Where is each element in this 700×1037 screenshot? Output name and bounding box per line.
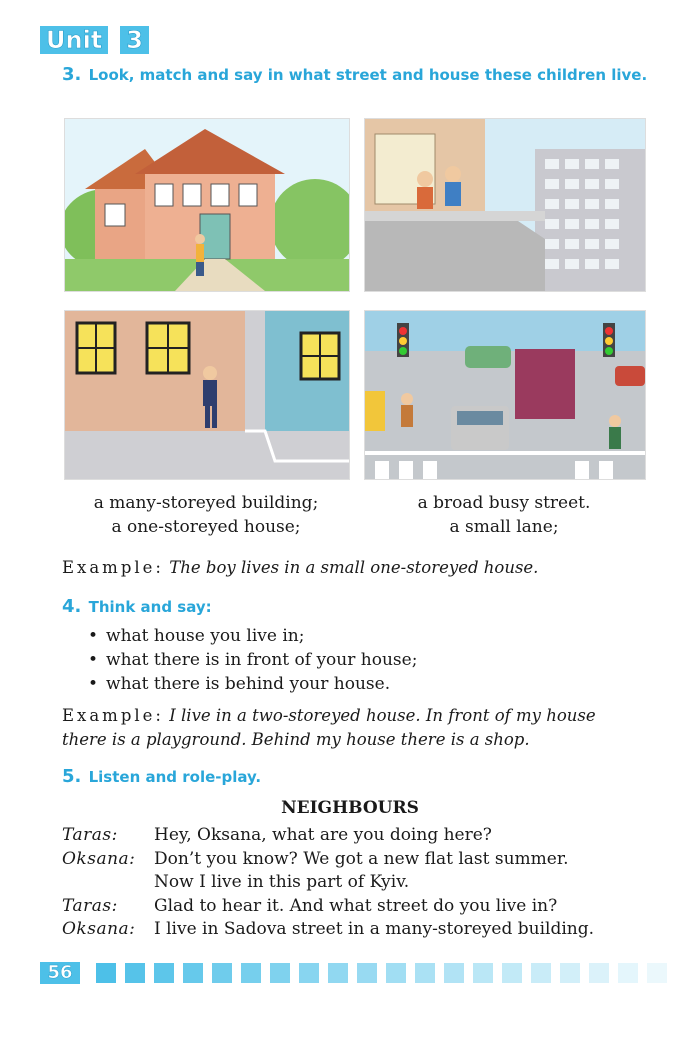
- task-4-number: 4.: [62, 596, 82, 617]
- footer-square: [444, 963, 464, 983]
- unit-badge: [40, 26, 149, 54]
- footer-square: [328, 963, 348, 983]
- unit-label: Unit: [40, 26, 108, 54]
- bullet-item: • what there is behind your house.: [88, 672, 417, 696]
- task-4-heading: [62, 596, 212, 617]
- picture-small-lane: [64, 310, 350, 480]
- footer-square: [241, 963, 261, 983]
- footer-square: [154, 963, 174, 983]
- picture-broad-busy-street: [364, 310, 646, 480]
- task-4-bullet-list: [88, 624, 417, 696]
- dialog-line: I live in Sadova street in a many-storeyed building.: [154, 919, 594, 939]
- task-3-text: Look, match and say in what street and house these children live.: [88, 66, 648, 84]
- speaker: [62, 871, 154, 895]
- dialog-title: NEIGHBOURS: [281, 798, 419, 818]
- footer-square: [357, 963, 377, 983]
- footer-square: [531, 963, 551, 983]
- task-5-number: 5.: [62, 766, 82, 787]
- speaker: Taras:: [62, 825, 118, 845]
- speaker: Oksana:: [62, 848, 136, 869]
- example-label: Example:: [62, 558, 164, 577]
- footer-square: [473, 963, 493, 983]
- task-3-number: 3.: [62, 64, 82, 85]
- speaker: Taras:: [62, 895, 118, 916]
- captions-left: [64, 491, 348, 539]
- example-text-line-1: I live in a two-storeyed house. In front of my house: [169, 706, 596, 725]
- footer-square: [415, 963, 435, 983]
- dialog-line: Glad to hear it. And what street do you live in?: [154, 895, 558, 916]
- dialog-row: [62, 895, 594, 919]
- dialog-line: Don’t you know? We got a new flat last summer.: [154, 848, 569, 869]
- footer-square: [560, 963, 580, 983]
- footer-square: [212, 963, 232, 983]
- picture-many-storeyed-building: [364, 118, 646, 292]
- dialog: [62, 824, 594, 942]
- task-5-heading: [62, 766, 261, 787]
- footer-square: [502, 963, 522, 983]
- speaker: Oksana:: [62, 919, 136, 939]
- picture-one-storeyed-house: [64, 118, 350, 292]
- page-number: 56: [40, 962, 80, 984]
- task-3-heading: [62, 64, 662, 86]
- bullet-item: • what house you live in;: [88, 624, 417, 648]
- captions-right: [364, 491, 644, 539]
- dialog-line: Hey, Oksana, what are you doing here?: [154, 825, 492, 845]
- example-label: Example:: [62, 706, 164, 725]
- task-4-example: [62, 704, 596, 752]
- dialog-line: Now I live in this part of Kyiv.: [154, 872, 410, 892]
- dialog-row: [62, 848, 594, 872]
- footer-square: [183, 963, 203, 983]
- dialog-row: [62, 918, 594, 942]
- dialog-row: [62, 871, 594, 895]
- footer-square: [618, 963, 638, 983]
- bullet-item: • what there is in front of your house;: [88, 648, 417, 672]
- footer-square: [589, 963, 609, 983]
- footer-square: [647, 963, 667, 983]
- footer-square: [96, 963, 116, 983]
- example-text: The boy lives in a small one-storeyed house.: [169, 558, 539, 577]
- caption-item: a small lane;: [449, 517, 559, 537]
- unit-number: 3: [120, 26, 149, 54]
- task-5-text: Listen and role-play.: [88, 768, 262, 786]
- footer-square: [270, 963, 290, 983]
- footer-square: [125, 963, 145, 983]
- caption-item: a broad busy street.: [417, 493, 591, 513]
- footer-square: [299, 963, 319, 983]
- caption-item: a many-storeyed building;: [93, 493, 319, 513]
- caption-item: a one-storeyed house;: [111, 517, 301, 537]
- task-3-example: [62, 556, 538, 580]
- footer-square: [386, 963, 406, 983]
- dialog-row: [62, 824, 594, 848]
- task-4-text: Think and say:: [88, 598, 212, 616]
- example-text-line-2: there is a playground. Behind my house there is a shop.: [62, 730, 530, 749]
